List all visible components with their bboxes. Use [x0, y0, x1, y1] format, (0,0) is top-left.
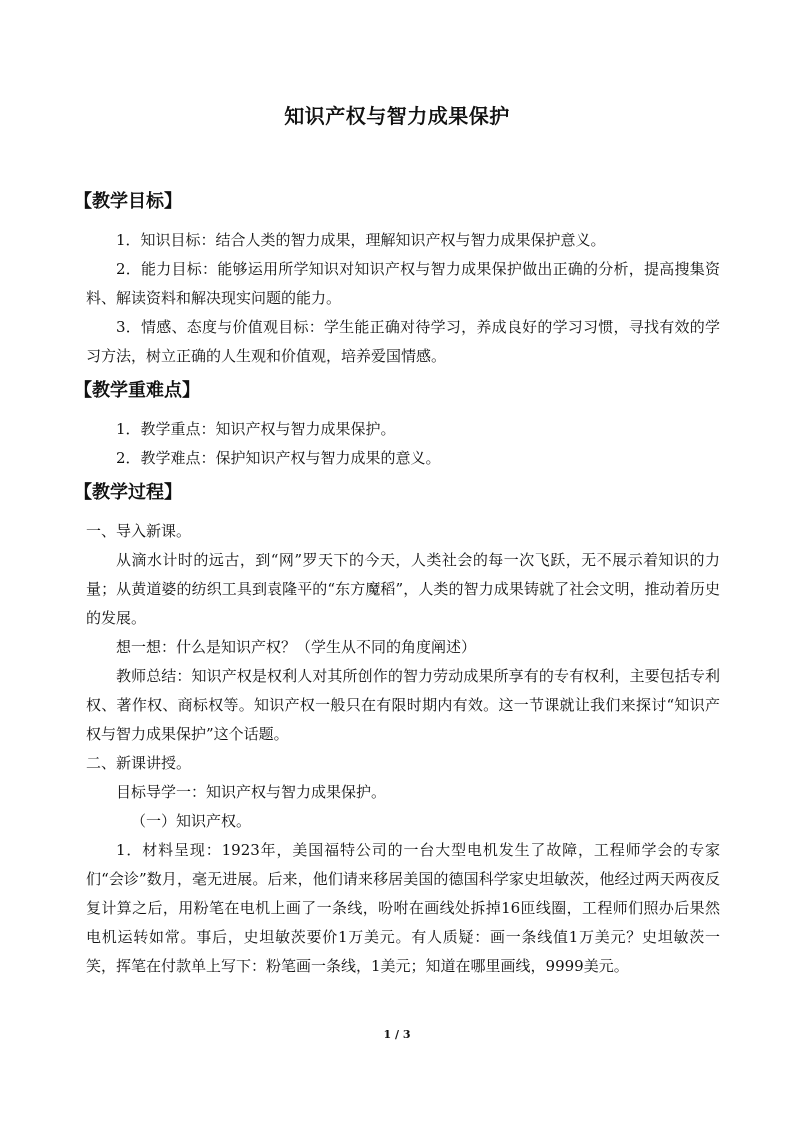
- section-heading-objectives: 【教学目标】: [74, 191, 182, 212]
- paragraph: 教师总结：知识产权是权利人对其所创作的智力劳动成果所享有的专有权利，主要包括专利权、著作权、商标权等。知识产权一般只在有限时期内有效。这一节课就让我们来探讨“知识产权与智力成果保护”这个话题。: [86, 667, 720, 743]
- section-heading-process: 【教学过程】: [74, 482, 182, 503]
- paragraph: 目标导学一：知识产权与智力成果保护。: [116, 783, 387, 801]
- paragraph: 2．教学难点：保护知识产权与智力成果的意义。: [116, 449, 441, 467]
- subheading: 一、导入新课。: [86, 522, 192, 540]
- paragraph: 想一想：什么是知识产权？（学生从不同的角度阐述）: [116, 638, 477, 656]
- page-number: 1 / 3: [383, 1028, 411, 1041]
- paragraph: 2．能力目标：能够运用所学知识对知识产权与智力成果保护做出正确的分析，提高搜集资料、解读资料和解决现实问题的能力。: [86, 260, 720, 307]
- paragraph: 3．情感、态度与价值观目标：学生能正确对待学习，养成良好的学习习惯，寻找有效的学习方法，树立正确的人生观和价值观，培养爱国情感。: [86, 318, 720, 365]
- subheading: 二、新课讲授。: [86, 754, 192, 772]
- paragraph: （一）知识产权。: [131, 812, 252, 830]
- document-body: [74, 182, 720, 981]
- paragraph: 1．知识目标：结合人类的智力成果，理解知识产权与智力成果保护意义。: [116, 231, 606, 249]
- paragraph: 1．教学重点：知识产权与智力成果保护。: [116, 420, 396, 438]
- document-title: 知识产权与智力成果保护: [284, 104, 510, 128]
- paragraph: 1．材料呈现：1923年，美国福特公司的一台大型电机发生了故障，工程师学会的专家们“会诊”数月，毫无进展。后来，他们请来移居美国的德国科学家史坦敏茨，他经过两天两夜反复计算之后，用粉笔在电机上画了一条线，吩咐在画线处拆掉16匝线圈，工程师们照办后果然电机运转如常。事后，史坦敏茨要价1万美元。有人质疑：画一条线值1万美元？史坦敏茨一笑，挥笔在付款单上写下：粉笔画一条线，1美元；知道在哪里画线，9999美元。: [86, 841, 720, 975]
- paragraph: 从滴水计时的远古，到“网”罗天下的今天，人类社会的每一次飞跃，无不展示着知识的力量；从黄道婆的纺织工具到袁隆平的“东方魔稻”，人类的智力成果铸就了社会文明，推动着历史的发展。: [86, 551, 720, 627]
- section-heading-key-points: 【教学重难点】: [74, 380, 200, 401]
